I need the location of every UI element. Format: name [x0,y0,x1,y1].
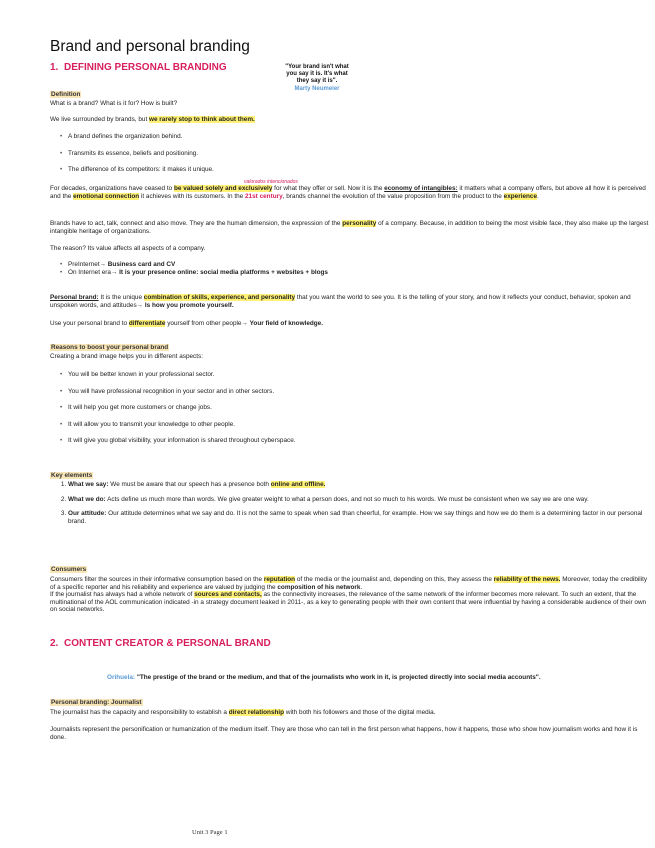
section-1-title: DEFINING PERSONAL BRANDING [64,62,227,73]
highlight: experience [503,192,538,200]
list-item: • Transmits its essence, beliefs and positioning. [68,150,650,158]
highlight: online and offline. [270,481,326,488]
list-item: • You will be better known in your professional sector. [68,371,650,379]
paragraph: The reason? Its value affects all aspects of a company. [50,245,206,252]
text: We must be aware that our speech has a presence both [108,481,271,488]
capacity-para [50,709,650,717]
consumers-label-block [50,558,650,576]
bold-text: Our attitude: [68,510,107,518]
text: Moreover, today the credibility of a specific reporter and his reliability and experience are valued by judging the [50,576,648,591]
text: as the connectivity increases, the relevance of the same network of the informer becomes more relevant. To such an extent, that the multinational of the AOL communication indicated -in a strategy document leaked in 2011-, as a key to generating people with their own content that were influential by having a considerable audience of their own on social networks. [50,591,647,614]
text: it matters what a company offers, but above all how it is perceived and the [50,185,646,200]
key-label-block [50,464,650,482]
highlight: combination of skills, experience, and personality [143,294,296,301]
text: Acts define us much more than words. We give greater weight to what a person does, and not so much to his words. We must be consistent when we say we are one way. [105,495,589,503]
text: of the media or the journalist and, depending on this, they assess the [295,576,494,583]
list-item [68,510,650,525]
highlight: personality [342,220,377,227]
what-is-brand-para [50,100,650,108]
list-item [68,261,650,269]
bold-text: composition of his network [277,583,361,591]
text: of a company. Because, in addition to being the most visible face, they also make up the largest intangible heritage of organizations. [50,220,649,235]
section-2-number: 2. [50,638,59,649]
text: Consumers filter the sources in their informative consumption based on the [50,576,264,583]
reasons-label: Reasons to boost your personal brand [51,344,169,351]
paragraph [107,674,647,682]
creating-para [50,353,650,361]
text: , brands channel the evolution of the value proposition from the product to the [282,192,504,200]
text: it achieves with its customers. In the [139,192,245,200]
bold-text: Business card and CV [107,261,176,268]
bold-text: What we say: [68,481,109,488]
paragraph: Creating a brand image helps you in different aspects: [50,353,203,360]
definition-label-block [50,83,650,101]
highlight: reputation [263,576,296,583]
paragraph [50,220,650,235]
reason-para [50,245,650,253]
list-item: • It will give you global visibility, your information is shared throughout cyberspace. [68,437,650,445]
highlight: reliability of the news. [493,576,561,583]
bold-text: Is how you promote yourself. [144,301,234,309]
benefits-bullets [50,371,650,445]
quote-author: Marty Neumeier [294,86,340,92]
text: For decades, organizations have ceased to [50,185,174,192]
list-item [68,269,650,277]
highlight: we rarely stop to think about them. [149,116,255,123]
text: for what they offer or sell. Now it is the [272,185,385,192]
paragraph [50,294,650,309]
journalist-label-block [50,691,650,709]
decades-para [50,185,650,200]
paragraph: Journalists represent the personification or humanization of the medium itself. They are those who can tell in the first person what happens, how it happens, those who show how journalism works and how it is done. [50,726,638,741]
bold-text: It is your presence online: social media platforms + websites + blogs [119,268,328,276]
journalist-label: Personal branding: Journalist [51,699,142,706]
bold-text: What we do: [68,495,106,503]
text: On Internet era→ [68,268,120,276]
key-elements-list [50,481,650,532]
text: Brands have to act, talk, connect and also move. They are the human dimension, the expression of the [50,220,343,227]
list-item: • It will help you get more customers or change jobs. [68,404,650,412]
highlight: differentiate [128,320,166,327]
list-item: • The difference of its competitors: it makes it unique. [68,166,650,174]
underlined-term: economy of intangibles: [384,185,458,192]
brand-bullets [50,133,650,174]
consumers-label: Consumers [51,566,87,573]
paragraph [50,709,650,717]
section-2-title: CONTENT CREATOR & PERSONAL BRAND [64,638,271,649]
paragraph [50,576,650,614]
section-2-heading [50,638,650,649]
handwritten-annotation: valorados intencionados [244,179,298,185]
highlight: direct relationship [228,709,285,716]
text: If the journalist has always had a whole network of [50,591,195,599]
section-1-number: 1. [50,62,59,73]
orihuela-quote [107,674,647,682]
list-item: • It will allow you to transmit your knowledge to other people. [68,421,650,429]
text: We live surrounded by brands, but [50,116,149,123]
text: . [537,192,539,200]
definition-label: Definition [51,91,81,98]
quote-line: "Your brand isn't what [285,64,349,70]
text: Use your personal brand to [50,320,129,327]
paragraph [50,320,650,328]
paragraph [50,116,650,124]
paragraph [50,185,650,200]
text: Our attitude determines what we say and do. It is not the same to speak when sad than cheerful, for example. How we say things and how we do them is a determining factor in our personal brand. [68,510,643,525]
consumers-para [50,576,650,614]
document-page [50,38,650,741]
list-item: • A brand defines the organization behind. [68,133,650,141]
list-item [68,481,650,489]
eras-list [50,261,650,276]
page-title: Brand and personal branding [50,38,250,55]
brands-para [50,220,650,235]
represent-para [50,726,650,741]
quote-line: they say it is". [296,78,338,84]
text: . [360,583,363,591]
paragraph: What is a brand? What is it for? How is built? [50,100,178,107]
quote-line: you say it is. It's what [286,71,348,77]
text: The journalist has the capacity and responsibility to establish a [50,709,229,716]
highlight: emotional connection [73,192,140,200]
highlight: sources and contacts, [194,591,262,599]
red-term: 21st century [245,192,283,200]
highlight: be valued solely and exclusively [173,185,273,192]
key-elements-label: Key elements [51,472,93,479]
list-item: • You will have professional recognition in your sector and in other sectors. [68,388,650,396]
text: with both his followers and those of the digital media. [284,709,436,716]
reasons-label-block [50,336,650,354]
quote-text: "The prestige of the brand or the medium, and that of the journalists who work in it, is projected directly into social media accounts". [135,674,541,681]
surround-para [50,116,650,124]
use-para [50,320,650,328]
quote-author: Orihuela: [107,674,136,681]
text: that you want the world to see you. It is the telling of your story, and how it reflects your conduct, behavior, spoken and unspoken words, and attitudes→ [50,294,631,309]
text: yourself from other people→ [165,320,250,327]
personal-brand-para [50,294,650,309]
bold-text: Your field of knowledge. [249,320,324,327]
page-footer: Unit 3 Page 1 [192,829,228,836]
text: It is the unique [98,294,144,301]
text: PreInternet→ [68,261,108,268]
list-item [68,496,650,504]
underlined-term: Personal brand: [50,294,99,301]
